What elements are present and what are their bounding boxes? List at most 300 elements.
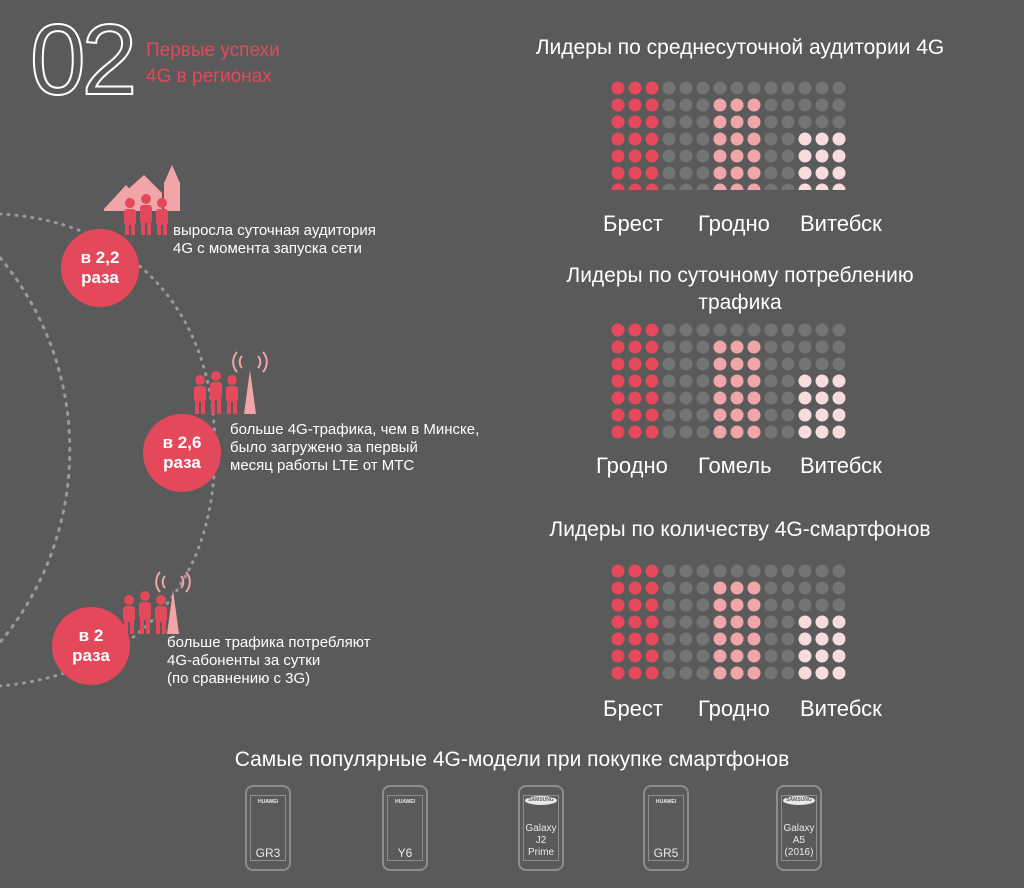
dot (782, 167, 795, 180)
dot-highlight (799, 616, 812, 629)
dot (765, 616, 778, 629)
dot-highlight (731, 150, 744, 163)
dot-highlight (646, 341, 659, 354)
dot (782, 392, 795, 405)
dot-highlight (646, 167, 659, 180)
dot (816, 82, 829, 95)
dot (765, 116, 778, 129)
dot (697, 409, 710, 422)
dot (663, 633, 676, 646)
dot (765, 650, 778, 663)
dot (680, 324, 693, 337)
dot-highlight (646, 133, 659, 146)
dot (833, 358, 846, 371)
dot (765, 375, 778, 388)
dot (833, 341, 846, 354)
dot-highlight (646, 616, 659, 629)
dot (663, 375, 676, 388)
dot (833, 565, 846, 578)
dot-highlight (833, 426, 846, 439)
dot (697, 324, 710, 337)
dot (680, 392, 693, 405)
dot-matrix (610, 80, 870, 190)
dot (748, 324, 761, 337)
dot-highlight (612, 409, 625, 422)
dot-highlight (731, 375, 744, 388)
city-label: Витебск (800, 696, 882, 721)
dot (697, 650, 710, 663)
dot-highlight (833, 616, 846, 629)
dot-highlight (731, 99, 744, 112)
dot (782, 133, 795, 146)
dot-highlight (816, 167, 829, 180)
dot-highlight (816, 667, 829, 680)
dot-highlight (731, 392, 744, 405)
dot-highlight (629, 582, 642, 595)
samsung-logo-icon: SAMSUNG (525, 796, 557, 805)
dot-highlight (612, 358, 625, 371)
dot-highlight (799, 150, 812, 163)
dot-highlight (748, 650, 761, 663)
dot-highlight (629, 667, 642, 680)
dot-highlight (799, 167, 812, 180)
dot (765, 667, 778, 680)
dot (765, 324, 778, 337)
dot (714, 324, 727, 337)
dot-highlight (714, 633, 727, 646)
chart-title: Лидеры по среднесуточной аудитории 4G (535, 36, 945, 59)
dot-highlight (731, 133, 744, 146)
dot-highlight (799, 409, 812, 422)
dot-highlight (816, 409, 829, 422)
dot-highlight (833, 375, 846, 388)
city-label: Гродно (596, 453, 668, 478)
dot (799, 116, 812, 129)
dot-highlight (629, 99, 642, 112)
dot-highlight (731, 167, 744, 180)
dot (782, 667, 795, 680)
dot (663, 184, 676, 191)
dot (816, 582, 829, 595)
dot (765, 582, 778, 595)
dot-highlight (748, 116, 761, 129)
dot-highlight (612, 150, 625, 163)
dot-highlight (799, 375, 812, 388)
dot (782, 82, 795, 95)
dot (680, 167, 693, 180)
dot (663, 409, 676, 422)
dot-highlight (833, 409, 846, 422)
dot-highlight (816, 133, 829, 146)
dot (680, 116, 693, 129)
dot (765, 565, 778, 578)
dot (782, 616, 795, 629)
dot (680, 599, 693, 612)
dot (799, 82, 812, 95)
dot (697, 82, 710, 95)
dot-highlight (629, 650, 642, 663)
dot-highlight (731, 341, 744, 354)
dot (731, 324, 744, 337)
dot (833, 599, 846, 612)
dot-highlight (748, 667, 761, 680)
dot-highlight (816, 650, 829, 663)
dot (663, 599, 676, 612)
dot (680, 341, 693, 354)
dot-highlight (731, 650, 744, 663)
dot (765, 633, 778, 646)
chart-title: Лидеры по суточному потреблению трафика (566, 264, 914, 314)
dot-highlight (646, 409, 659, 422)
dot (731, 82, 744, 95)
dot-highlight (612, 133, 625, 146)
dot-highlight (714, 375, 727, 388)
dot-highlight (748, 409, 761, 422)
dot (663, 392, 676, 405)
dot (663, 99, 676, 112)
dot (714, 82, 727, 95)
dot (765, 133, 778, 146)
dot (782, 150, 795, 163)
city-label: Брест (603, 696, 663, 721)
dot-highlight (629, 616, 642, 629)
dot-highlight (714, 133, 727, 146)
people-antenna-icon (115, 570, 201, 640)
dot-highlight (714, 116, 727, 129)
dot-highlight (629, 633, 642, 646)
dot-highlight (646, 184, 659, 191)
dot-highlight (629, 375, 642, 388)
dot (765, 82, 778, 95)
dot (799, 565, 812, 578)
stat-text: больше 4G-трафика, чем в Минске, было загружено за первый месяц работы LTE от МТС (230, 421, 480, 474)
phone-model: HUAWEI Y6 (382, 785, 428, 871)
dot (799, 599, 812, 612)
dot-highlight (833, 150, 846, 163)
dot (765, 426, 778, 439)
dot-highlight (833, 667, 846, 680)
dot (663, 82, 676, 95)
dot (663, 426, 676, 439)
dot (782, 599, 795, 612)
dot-highlight (612, 375, 625, 388)
dot-highlight (646, 667, 659, 680)
dot (680, 633, 693, 646)
dot-highlight (714, 582, 727, 595)
dot (765, 99, 778, 112)
dot-highlight (612, 426, 625, 439)
dot-highlight (714, 184, 727, 191)
dot (697, 375, 710, 388)
dot-highlight (629, 184, 642, 191)
dot (765, 150, 778, 163)
dot (663, 324, 676, 337)
dot (697, 133, 710, 146)
dot (680, 616, 693, 629)
dot-highlight (629, 358, 642, 371)
dot-highlight (731, 116, 744, 129)
dot-highlight (629, 324, 642, 337)
huawei-logo-icon: HUAWEI (258, 799, 278, 805)
stat-badge: в 2 раза (52, 607, 130, 685)
dot-highlight (629, 133, 642, 146)
phone-model: SAMSUNG Galaxy J2 Prime (518, 785, 564, 871)
dot-highlight (731, 184, 744, 191)
dot-matrix (610, 563, 870, 689)
dot-highlight (629, 150, 642, 163)
dot-highlight (612, 650, 625, 663)
dot (697, 582, 710, 595)
dot-highlight (646, 116, 659, 129)
dot-highlight (748, 616, 761, 629)
dot-highlight (629, 341, 642, 354)
dot (663, 565, 676, 578)
dot-highlight (748, 599, 761, 612)
dot-highlight (646, 650, 659, 663)
dot-highlight (612, 167, 625, 180)
dot-highlight (816, 426, 829, 439)
dot-highlight (748, 341, 761, 354)
dot-highlight (748, 426, 761, 439)
dot-highlight (748, 150, 761, 163)
dot-highlight (714, 167, 727, 180)
dot (765, 392, 778, 405)
dot (799, 341, 812, 354)
dot-highlight (629, 565, 642, 578)
dot (663, 358, 676, 371)
dot-highlight (646, 358, 659, 371)
dot (833, 82, 846, 95)
dot-highlight (731, 616, 744, 629)
dot (765, 599, 778, 612)
dot (782, 409, 795, 422)
dot (697, 167, 710, 180)
phones-section-title: Самые популярные 4G-модели при покупке смартфонов (234, 748, 790, 771)
dot-highlight (799, 133, 812, 146)
dot (663, 582, 676, 595)
dot (697, 116, 710, 129)
dot-highlight (714, 599, 727, 612)
huawei-logo-icon: HUAWEI (395, 799, 415, 805)
dot-highlight (629, 426, 642, 439)
dot (782, 324, 795, 337)
dot-highlight (612, 99, 625, 112)
dot (680, 184, 693, 191)
dot-highlight (731, 426, 744, 439)
dot-highlight (799, 184, 812, 191)
dot (697, 633, 710, 646)
dot-highlight (833, 167, 846, 180)
dot (833, 324, 846, 337)
dot (782, 99, 795, 112)
dot (697, 341, 710, 354)
dot-highlight (714, 650, 727, 663)
dot (782, 375, 795, 388)
dot-highlight (833, 650, 846, 663)
dot-highlight (629, 409, 642, 422)
dot-highlight (748, 375, 761, 388)
dot-highlight (816, 375, 829, 388)
dot (765, 358, 778, 371)
dot-matrix (610, 322, 870, 448)
dot (782, 426, 795, 439)
dot-highlight (612, 324, 625, 337)
dot (816, 599, 829, 612)
dot-highlight (612, 582, 625, 595)
dot-highlight (612, 565, 625, 578)
dot (833, 99, 846, 112)
dot (680, 650, 693, 663)
dot-highlight (646, 150, 659, 163)
dot (731, 565, 744, 578)
dot-highlight (714, 150, 727, 163)
dot (680, 150, 693, 163)
dot-highlight (748, 392, 761, 405)
city-label: Гомель (698, 453, 772, 478)
city-label: Гродно (698, 696, 770, 721)
dot-highlight (748, 633, 761, 646)
dot (663, 341, 676, 354)
dot-highlight (748, 167, 761, 180)
dot (680, 99, 693, 112)
dot (816, 99, 829, 112)
dot (765, 167, 778, 180)
dot-highlight (748, 582, 761, 595)
dot (663, 133, 676, 146)
dot-highlight (646, 375, 659, 388)
dot (782, 341, 795, 354)
dot (782, 633, 795, 646)
dot-highlight (816, 616, 829, 629)
dot-highlight (612, 392, 625, 405)
dot-highlight (748, 184, 761, 191)
stat-badge: в 2,6 раза (143, 414, 221, 492)
dot (663, 650, 676, 663)
dot-highlight (731, 358, 744, 371)
dot-highlight (799, 667, 812, 680)
dot-highlight (748, 358, 761, 371)
dot-highlight (612, 184, 625, 191)
dot-highlight (714, 99, 727, 112)
dot-highlight (714, 409, 727, 422)
dot-highlight (799, 633, 812, 646)
dot (765, 184, 778, 191)
dot-highlight (731, 667, 744, 680)
dot (816, 358, 829, 371)
dot (697, 667, 710, 680)
dot-highlight (833, 392, 846, 405)
dot-highlight (629, 167, 642, 180)
phone-model: HUAWEI GR3 (245, 785, 291, 871)
dot-highlight (646, 82, 659, 95)
dot (799, 324, 812, 337)
dot-highlight (799, 650, 812, 663)
city-label: Витебск (800, 453, 882, 478)
dot (782, 650, 795, 663)
dot-highlight (799, 392, 812, 405)
dot-highlight (731, 599, 744, 612)
dot (697, 392, 710, 405)
dot (765, 341, 778, 354)
dot (697, 184, 710, 191)
stat-text: больше трафика потребляют 4G-абоненты за сутки (по сравнению с 3G) (167, 634, 371, 687)
dot (816, 341, 829, 354)
dot-highlight (833, 184, 846, 191)
dot-highlight (714, 426, 727, 439)
dot-highlight (731, 582, 744, 595)
dot (816, 565, 829, 578)
dot-highlight (714, 341, 727, 354)
dot (697, 99, 710, 112)
dot (765, 409, 778, 422)
people-antenna-icon (186, 350, 272, 420)
dot (680, 426, 693, 439)
stat-badge: в 2,2 раза (61, 229, 139, 307)
dot-highlight (714, 358, 727, 371)
phone-model: SAMSUNG Galaxy A5 (2016) (776, 785, 822, 871)
dot-highlight (731, 633, 744, 646)
dot-highlight (731, 409, 744, 422)
city-label: Гродно (698, 211, 770, 236)
dot (799, 358, 812, 371)
dot (748, 565, 761, 578)
dot (697, 358, 710, 371)
dot (680, 409, 693, 422)
dot-highlight (646, 392, 659, 405)
city-label: Брест (603, 211, 663, 236)
dot-highlight (816, 184, 829, 191)
dot (680, 565, 693, 578)
dot-highlight (748, 133, 761, 146)
dot-highlight (714, 392, 727, 405)
dot-highlight (748, 99, 761, 112)
dot-highlight (833, 133, 846, 146)
dot (799, 582, 812, 595)
dot (697, 150, 710, 163)
dot (697, 426, 710, 439)
dot-highlight (629, 116, 642, 129)
houses-people-icon (104, 163, 184, 241)
dot-highlight (714, 667, 727, 680)
dot (714, 565, 727, 578)
dot-highlight (816, 150, 829, 163)
dot-highlight (816, 633, 829, 646)
dot-highlight (629, 599, 642, 612)
dot (663, 667, 676, 680)
dot-highlight (646, 599, 659, 612)
dot (782, 184, 795, 191)
dot (680, 133, 693, 146)
section-title: Первые успехи 4G в регионах (146, 40, 280, 87)
dot-highlight (646, 99, 659, 112)
stat-text: выросла суточная аудитория 4G с момента запуска сети (173, 222, 376, 257)
dot (697, 599, 710, 612)
dot-highlight (612, 116, 625, 129)
dot-highlight (629, 392, 642, 405)
dot-highlight (646, 426, 659, 439)
dot (663, 150, 676, 163)
dot (799, 99, 812, 112)
dot (680, 667, 693, 680)
dot (782, 582, 795, 595)
dot (782, 358, 795, 371)
chart-title: Лидеры по количеству 4G-смартфонов (549, 518, 931, 541)
dot-highlight (833, 633, 846, 646)
dot-highlight (646, 565, 659, 578)
dot (697, 616, 710, 629)
dot-highlight (646, 633, 659, 646)
dot-highlight (646, 324, 659, 337)
